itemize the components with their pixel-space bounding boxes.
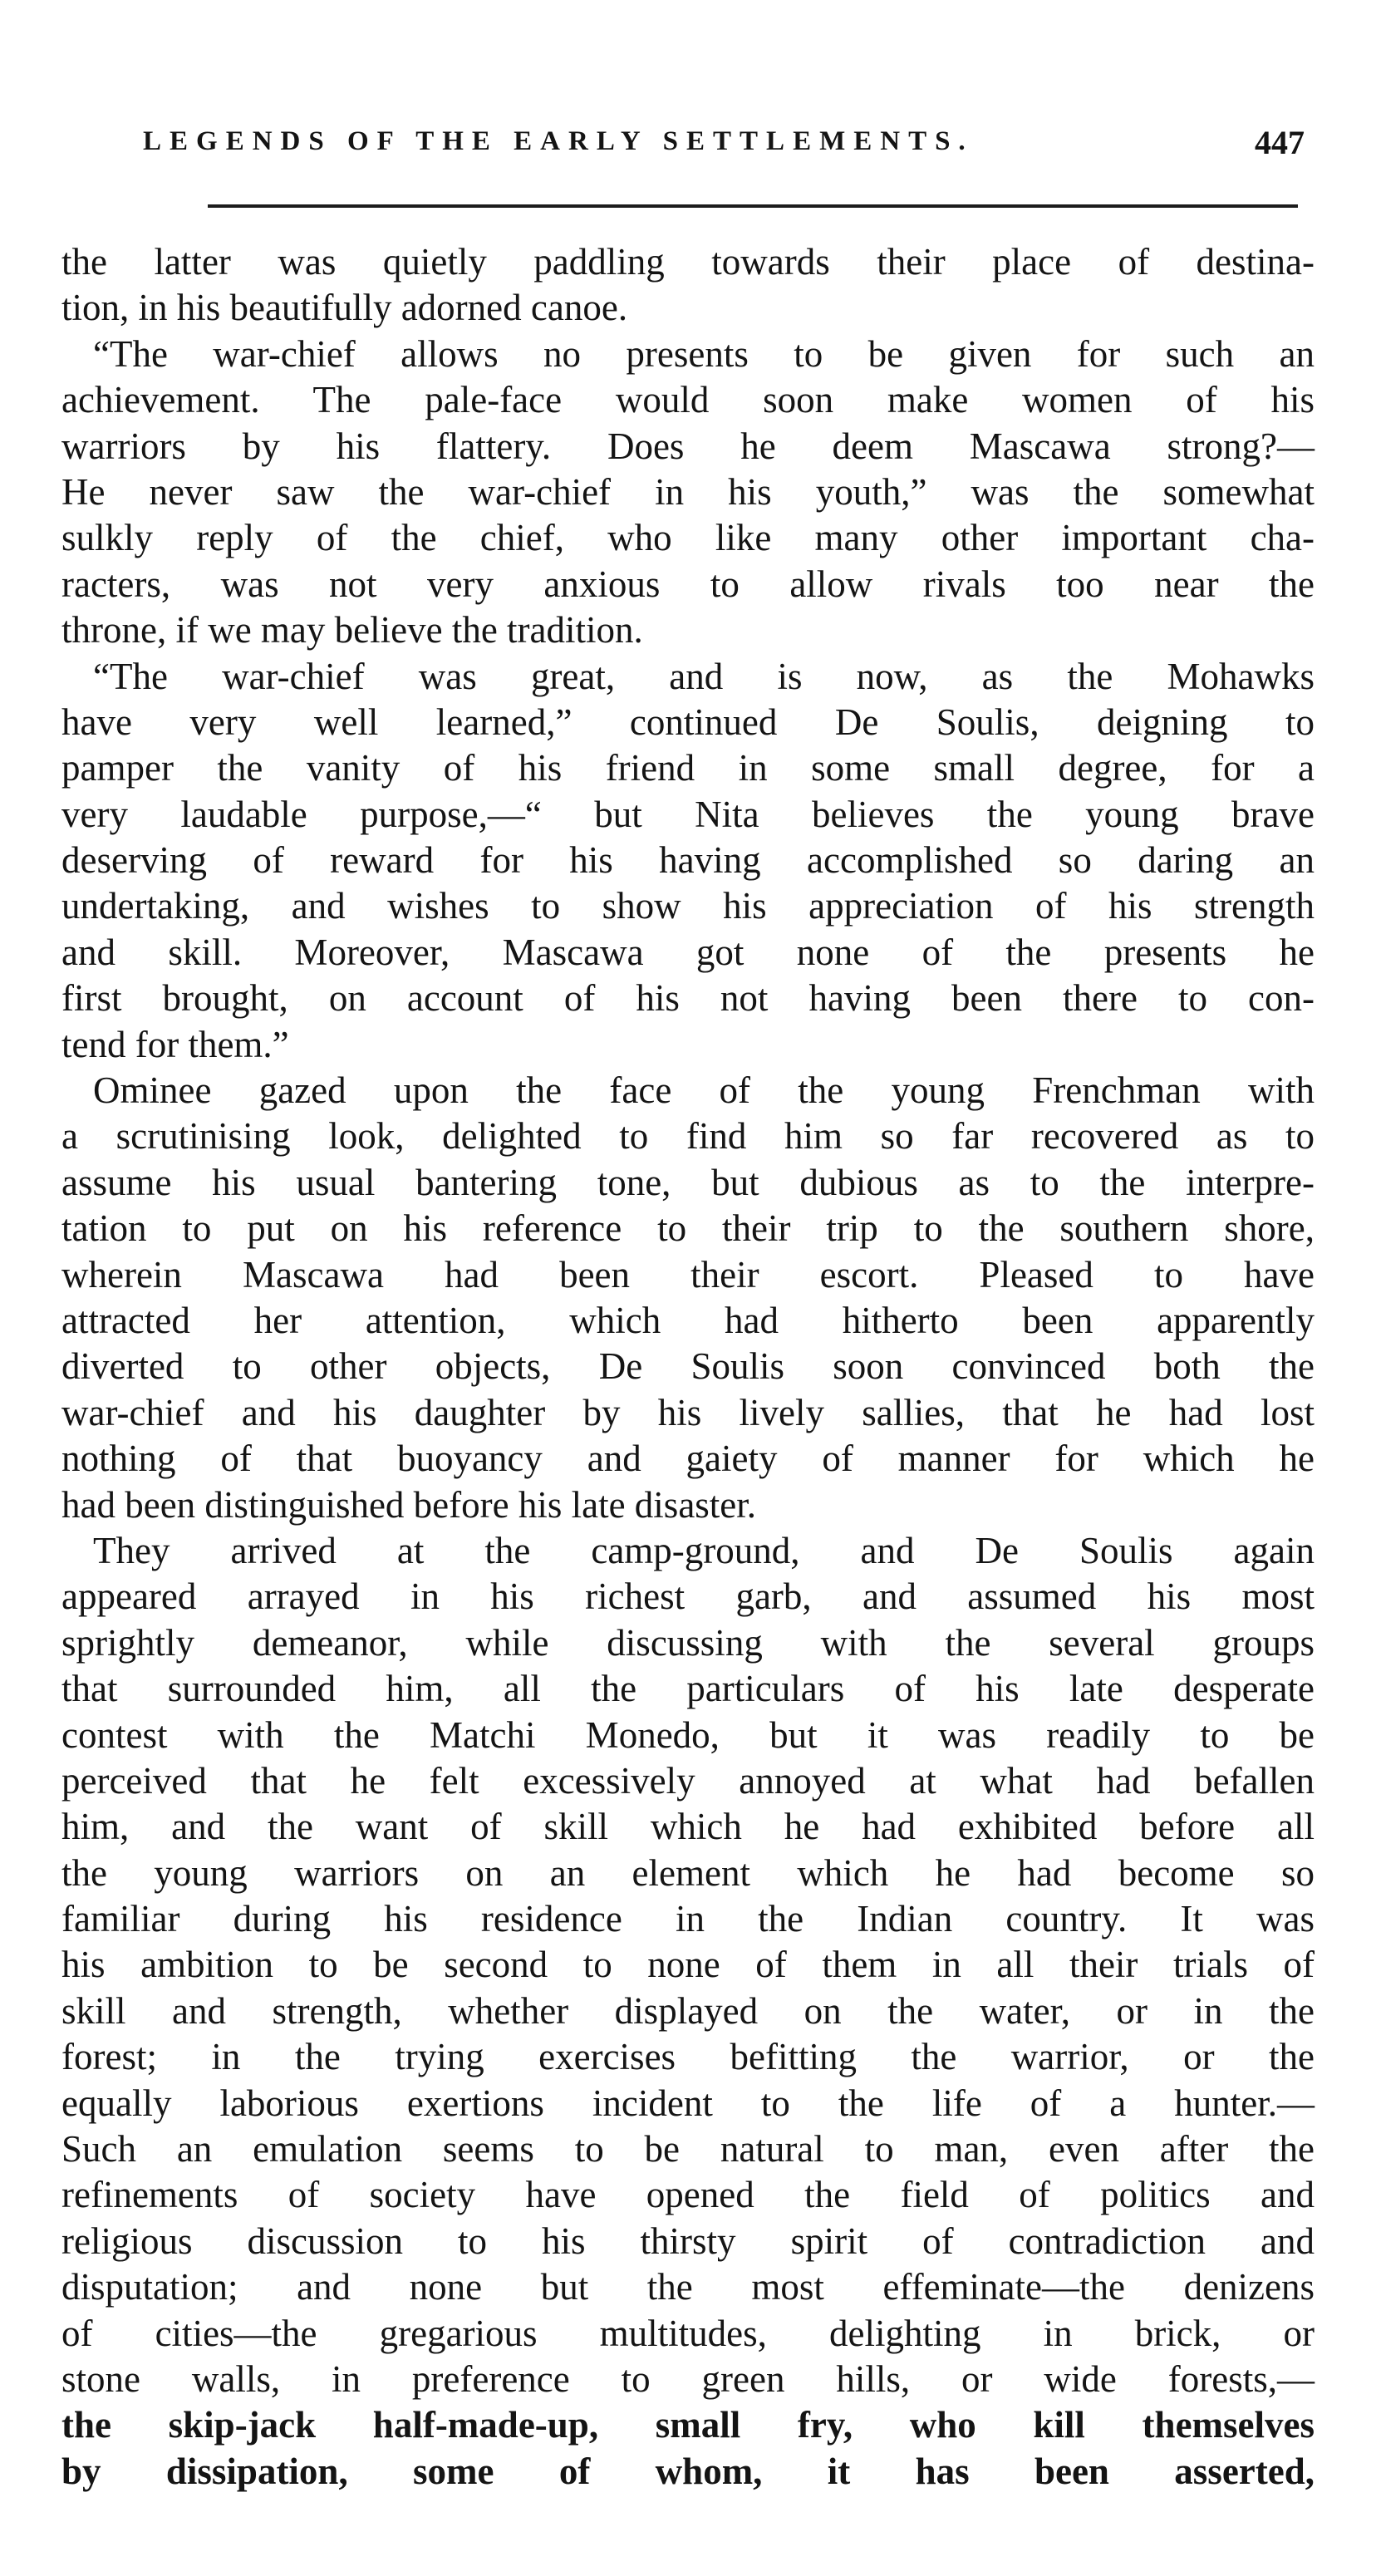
text-line: They arrived at the camp-ground, and De Soulis again (93, 1529, 1315, 1571)
text-line: religious discussion to his thirsty spirit of contradiction and (61, 2220, 1315, 2262)
body-text (61, 239, 1315, 2495)
text-line: Ominee gazed upon the face of the young Frenchman with (93, 1069, 1315, 1112)
text-line: sprightly demeanor, while discussing with the several groups (61, 1621, 1315, 1664)
text-line: contest with the Matchi Monedo, but it was readily to be (61, 1713, 1315, 1756)
text-line: by dissipation, some of whom, it has been asserted, (61, 2450, 1315, 2492)
text-line: refinements of society have opened the field of politics and (61, 2174, 1315, 2216)
text-line: assume his usual bantering tone, but dubious as to the interpre- (61, 1161, 1315, 1203)
text-line: tion, in his beautifully adorned canoe. (61, 287, 628, 329)
text-line: “The war-chief allows no presents to be given for such an (93, 332, 1315, 375)
text-line: throne, if we may believe the tradition. (61, 609, 643, 651)
text-line: the skip-jack half-made-up, small fry, who kill themselves (61, 2404, 1315, 2446)
text-line: tation to put on his reference to their trip to the southern shore, (61, 1207, 1315, 1250)
text-line: nothing of that buoyancy and gaiety of manner for which he (61, 1438, 1315, 1480)
text-line: the latter was quietly paddling towards their place of destina- (61, 241, 1315, 283)
text-line: Such an emulation seems to be natural to man, even after the (61, 2128, 1315, 2170)
text-line: diverted to other objects, De Soulis soon convinced both the (61, 1345, 1315, 1388)
text-line: stone walls, in preference to green hills, or wide forests,— (61, 2357, 1315, 2400)
text-line: perceived that he felt excessively annoyed at what had befallen (61, 1759, 1315, 1802)
text-line: his ambition to be second to none of them in all their trials of (61, 1944, 1315, 1986)
text-line: deserving of reward for his having accomplished so daring an (61, 839, 1315, 882)
page-header (125, 123, 1305, 173)
text-line: very laudable purpose,—“ but Nita believes the young brave (61, 793, 1315, 835)
text-line: achievement. The pale-face would soon make women of his (61, 379, 1315, 421)
running-head: LEGENDS OF THE EARLY SETTLEMENTS. (143, 126, 974, 156)
text-line: warriors by his flattery. Does he deem Mascawa strong?— (61, 425, 1315, 467)
text-line: “The war-chief was great, and is now, as the Mohawks (93, 655, 1315, 697)
text-line: He never saw the war-chief in his youth,” was the somewhat (61, 470, 1315, 513)
text-line: racters, was not very anxious to allow rivals too near the (61, 563, 1315, 605)
text-line: a scrutinising look, delighted to find him so far recovered as to (61, 1115, 1315, 1158)
text-line: disputation; and none but the most effeminate—the denizens (61, 2266, 1315, 2308)
text-line: of cities—the gregarious multitudes, delighting in brick, or (61, 2312, 1315, 2354)
text-line: and skill. Moreover, Mascawa got none of the presents he (61, 931, 1315, 973)
text-line: familiar during his residence in the Indian country. It was (61, 1898, 1315, 1940)
text-line: tend for them.” (61, 1023, 289, 1065)
text-line: him, and the want of skill which he had exhibited before all (61, 1806, 1315, 1848)
text-line: sulkly reply of the chief, who like many other important cha- (61, 517, 1315, 559)
text-line: first brought, on account of his not having been there to con- (61, 977, 1315, 1020)
text-line: the young warriors on an element which he had become so (61, 1851, 1315, 1894)
text-line: pamper the vanity of his friend in some small degree, for a (61, 747, 1315, 789)
text-line: skill and strength, whether displayed on the water, or in the (61, 1989, 1315, 2032)
header-rule (208, 204, 1298, 208)
text-line: forest; in the trying exercises befitting the warrior, or the (61, 2036, 1315, 2078)
text-line: undertaking, and wishes to show his appreciation of his strength (61, 885, 1315, 927)
text-line: appeared arrayed in his richest garb, and assumed his most (61, 1576, 1315, 1618)
text-line: that surrounded him, all the particulars of his late desperate (61, 1668, 1315, 1710)
text-line: equally laborious exertions incident to the life of a hunter.— (61, 2082, 1315, 2124)
text-line: wherein Mascawa had been their escort. Pleased to have (61, 1253, 1315, 1295)
page-number: 447 (1255, 124, 1305, 161)
text-line: have very well learned,” continued De Soulis, deigning to (61, 701, 1315, 743)
text-line: war-chief and his daughter by his lively sallies, that he had lost (61, 1391, 1315, 1433)
text-line: attracted her attention, which had hitherto been apparently (61, 1299, 1315, 1341)
text-line: had been distinguished before his late disaster. (61, 1483, 757, 1526)
